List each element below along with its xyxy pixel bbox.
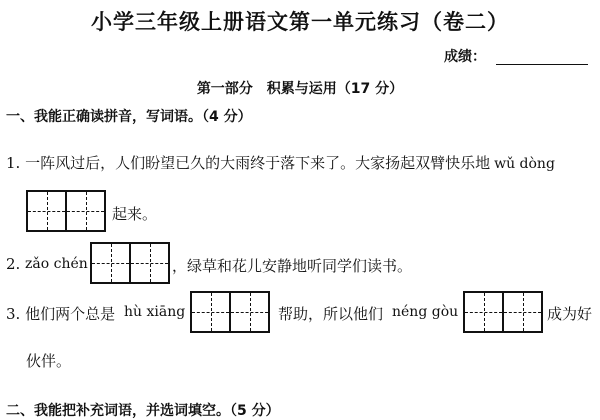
- page-title: 小学三年级上册语文第一单元练习（卷二）: [91, 10, 509, 34]
- answer-box-q1[interactable]: [26, 190, 106, 232]
- question-1-prompt: 1. 一阵风过后，人们盼望已久的大雨终于落下来了。大家扬起双臂快乐地: [6, 154, 491, 172]
- question-3-middle: 帮助，所以他们: [278, 305, 384, 323]
- question-3-before: 3. 他们两个总是: [6, 305, 116, 323]
- question-2-after: ，绿草和花儿安静地听同学们读书。: [172, 257, 413, 275]
- question-1-pinyin: wǔ dòng: [494, 156, 555, 172]
- score-label: 成绩：: [444, 49, 486, 65]
- question-2-number: 2.: [6, 255, 21, 273]
- question-1-after: 起来。: [112, 205, 158, 223]
- writing-cell[interactable]: [129, 244, 168, 282]
- question-3-pinyin-2: néng gòu: [392, 304, 459, 320]
- section-1-heading: 一、我能正确读拼音，写词语。（4 分）: [6, 109, 252, 125]
- score-blank-line[interactable]: [496, 64, 588, 65]
- writing-cell[interactable]: [229, 293, 268, 331]
- writing-cell[interactable]: [502, 293, 541, 331]
- answer-box-q2[interactable]: [90, 242, 170, 284]
- writing-cell[interactable]: [28, 192, 65, 230]
- writing-cell[interactable]: [65, 192, 104, 230]
- question-3-after: 成为好: [547, 305, 593, 323]
- part-title: 第一部分 积累与运用（17 分）: [196, 81, 404, 97]
- question-3-continuation: 伙伴。: [26, 352, 72, 370]
- question-3-pinyin-1: hù xiāng: [124, 304, 186, 320]
- answer-box-q3-a[interactable]: [190, 291, 270, 333]
- question-1-text: [6, 152, 555, 173]
- writing-cell[interactable]: [192, 293, 229, 331]
- writing-cell[interactable]: [465, 293, 502, 331]
- section-2-heading: 二、我能把补充词语，并选词填空。（5 分）: [6, 403, 280, 419]
- writing-cell[interactable]: [92, 244, 129, 282]
- question-2-pinyin: zǎo chén: [25, 256, 88, 272]
- answer-box-q3-b[interactable]: [463, 291, 543, 333]
